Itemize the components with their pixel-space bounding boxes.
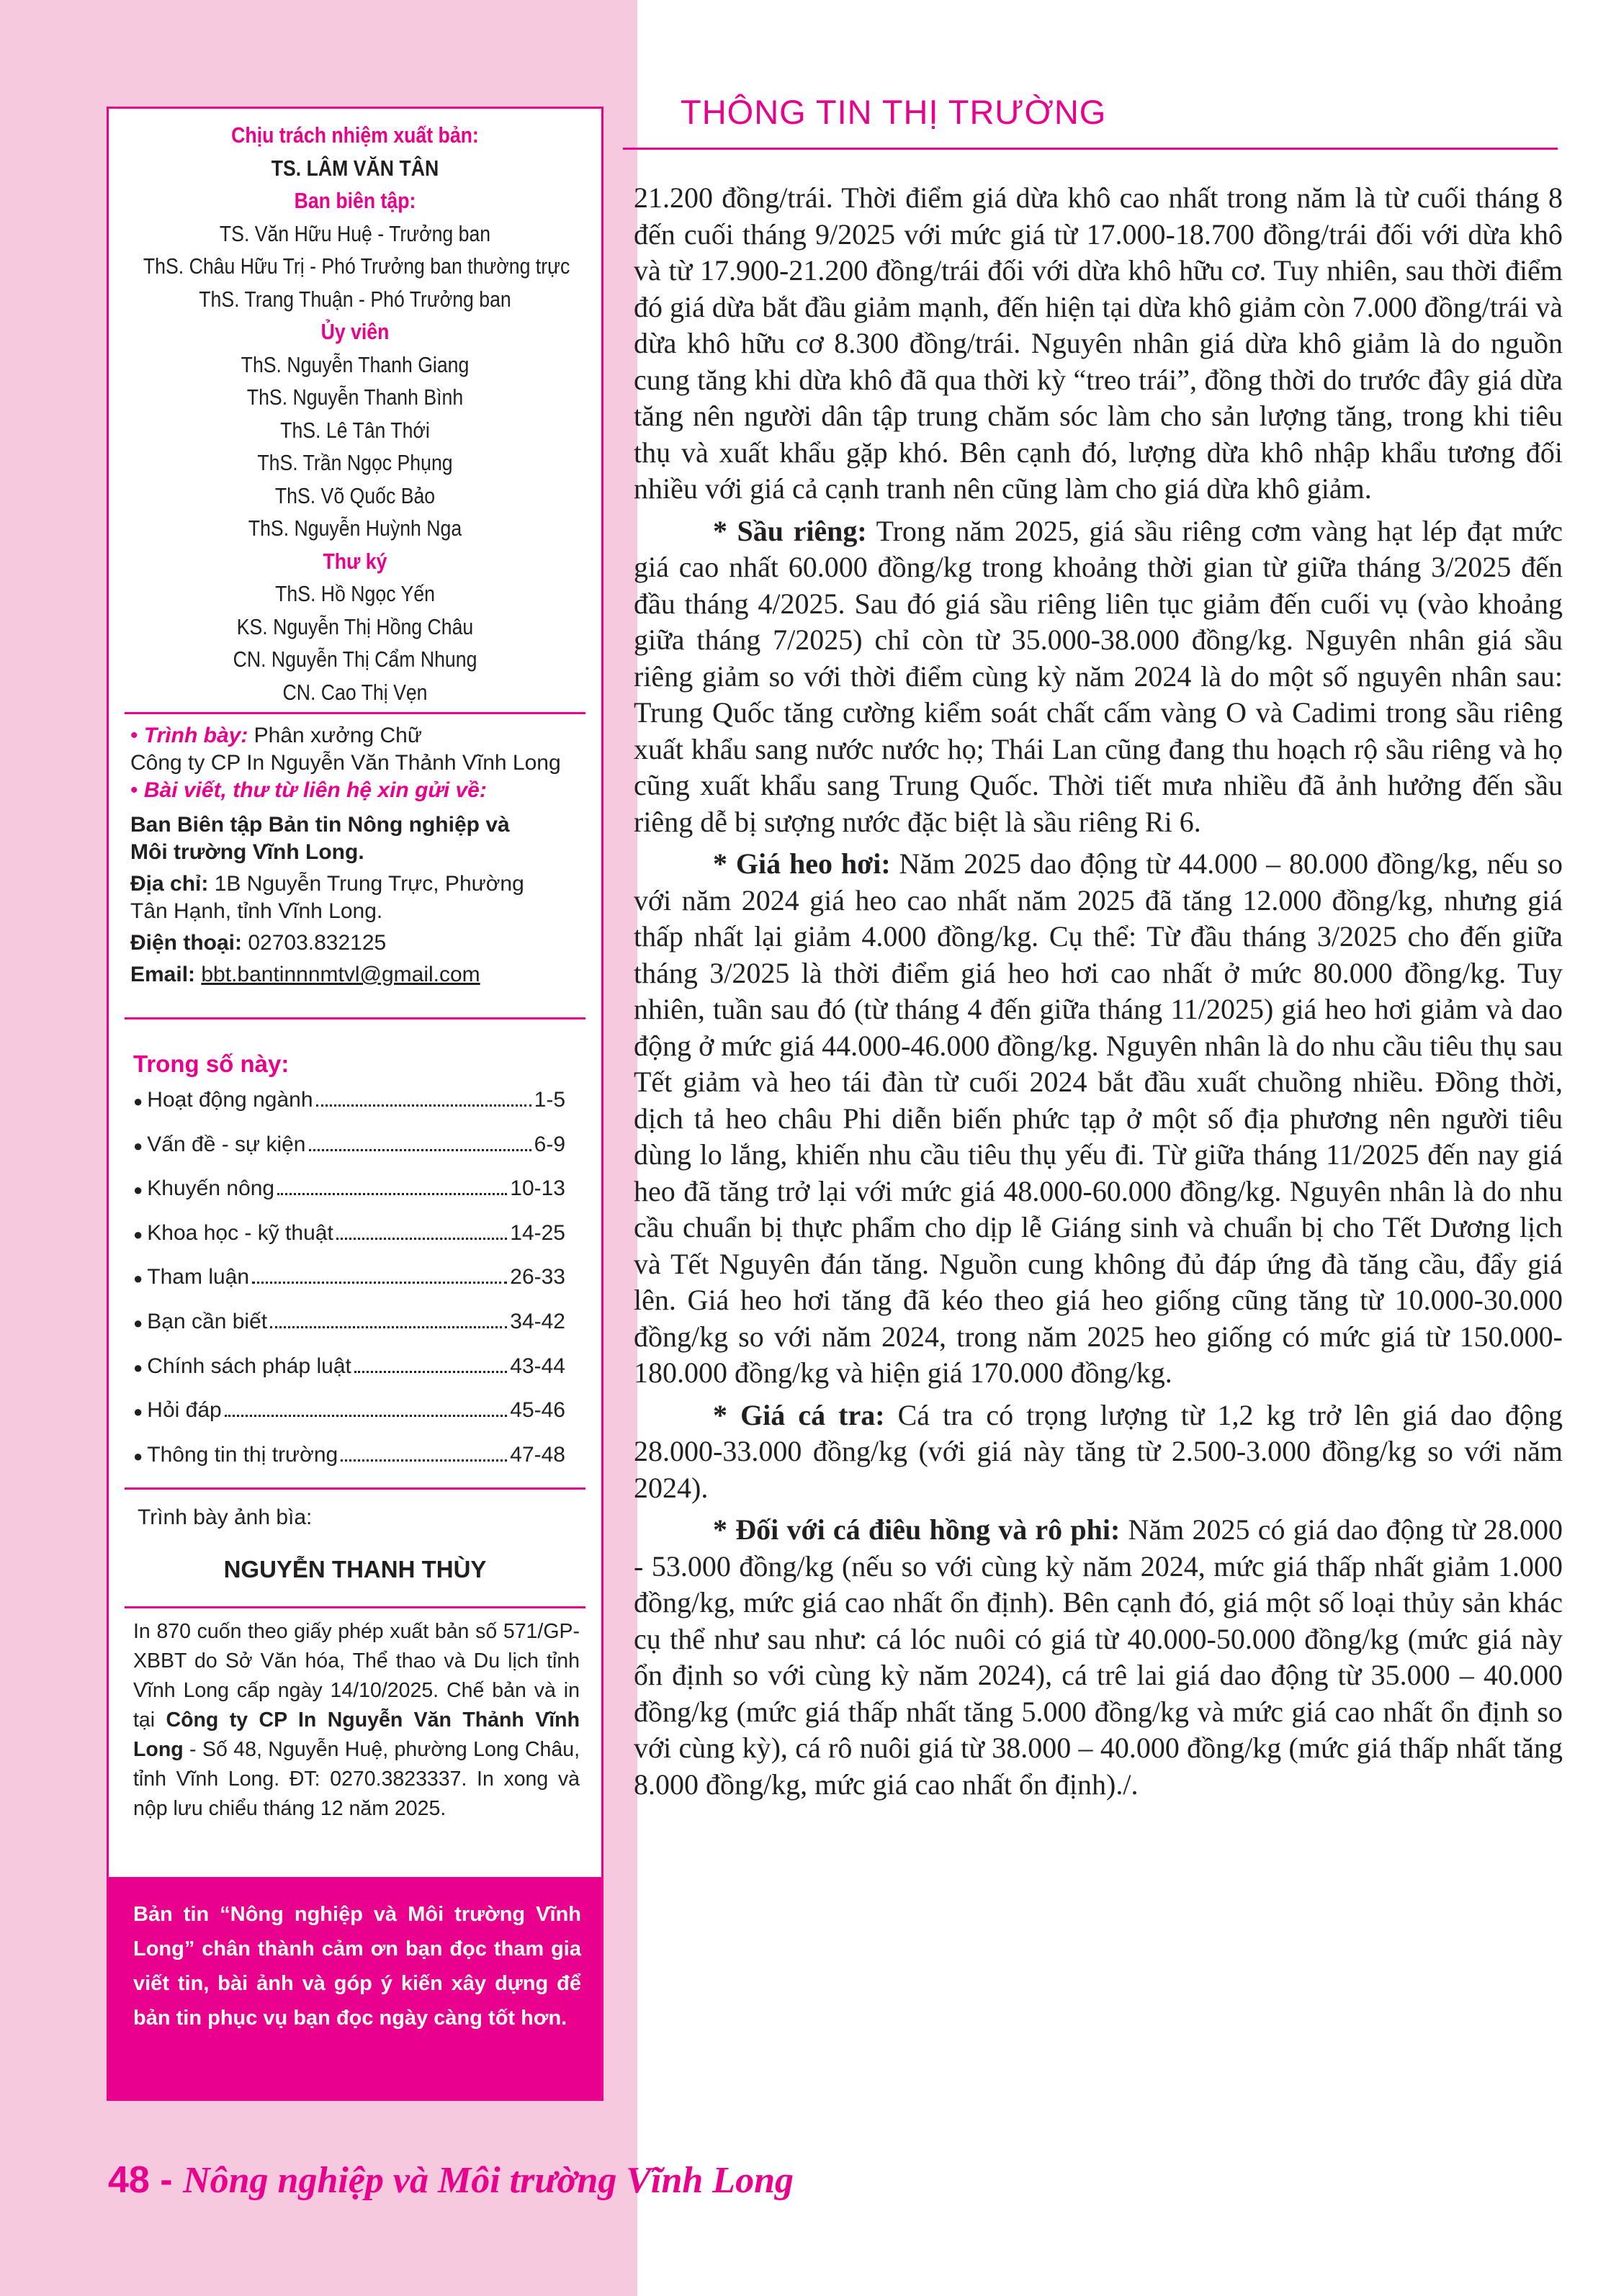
print-info-company: Công ty CP In Nguyễn Văn Thảnh Vĩnh Long <box>133 1709 580 1761</box>
divider <box>125 1606 585 1608</box>
masthead-line: ThS. Trần Ngọc Phụng <box>257 450 453 475</box>
paragraph-lead: * Sầu riêng: <box>713 514 867 547</box>
paragraph-text: 21.200 đồng/trái. Thời điểm giá dừa khô cao nhất trong năm là từ cuối tháng 8 đến cuối tháng 9/2025 với mức giá từ 17.000-18.700 đồng/trái đối với dừa khô và từ 17.900-21.200 đồng/trái đối với dừa khô hữu cơ. Tuy nhiên, sau thời điểm đó giá dừa bắt đầu giảm mạnh, đến hiện tại dừa khô giảm còn 7.000 đồng/trái và dừa khô hữu cơ 8.300 đồng/trái. Nguyên nhân giá dừa khô giảm là do nguồn cung tăng khi dừa khô đã qua thời kỳ “treo trái”, đồng thời do trước đây giá dừa tăng nên người dân tập trung chăm sóc làm cho sản lượng tăng, trong khi tiêu thụ và xuất khẩu gặp khó. Bên cạnh đó, lượng dừa khô nhập khẩu tương đối nhiều với giá cả cạnh tranh nên cũng làm cho giá dừa khô giảm. <box>634 181 1563 505</box>
toc-leader-dots <box>354 1371 507 1373</box>
bullet-icon: ● <box>133 1136 143 1155</box>
bullet-icon: ● <box>133 1313 143 1332</box>
bullet-icon: ● <box>133 1446 143 1465</box>
toc-item-label: Hoạt động ngành <box>147 1088 313 1112</box>
email-link[interactable]: bbt.bantinnnmtvl@gmail.com <box>201 963 480 986</box>
address-value: 1B Nguyễn Trung Trực, Phường <box>214 872 524 896</box>
phone-label: Điện thoại: <box>130 931 242 955</box>
toc-item-pages: 1-5 <box>534 1088 565 1112</box>
toc-item-label: Bạn cần biết <box>147 1309 268 1333</box>
table-of-contents <box>133 1088 565 1487</box>
masthead-line: Thư ký <box>323 548 387 574</box>
paragraph-text: Cá tra có trọng lượng từ 1,2 kg trở lên giá dao động 28.000-33.000 đồng/kg (với giá này tăng từ 2.500-3.000 đồng/kg so với năm 2024). <box>634 1398 1563 1504</box>
masthead-line: Ủy viên <box>320 319 390 344</box>
title-underline <box>623 148 1558 150</box>
masthead-line: CN. Nguyễn Thị Cẩm Nhung <box>233 647 477 672</box>
divider <box>125 712 585 714</box>
toc-item[interactable] <box>133 1398 565 1443</box>
toc-item-pages: 26-33 <box>510 1265 565 1289</box>
masthead-line: ThS. Hồ Ngọc Yến <box>275 581 435 606</box>
masthead-line: ThS. Trang Thuận - Phó Trưởng ban <box>199 286 511 312</box>
toc-item-label: Hỏi đáp <box>147 1398 222 1423</box>
toc-leader-dots <box>336 1238 507 1240</box>
toc-item[interactable] <box>133 1133 565 1177</box>
bullet-icon: ● <box>133 1181 143 1199</box>
toc-item-pages: 10-13 <box>510 1176 565 1201</box>
paragraph-lead: * Đối với cá điêu hồng và rô phi: <box>713 1513 1121 1546</box>
toc-leader-dots <box>316 1104 531 1107</box>
masthead-line: ThS. Nguyễn Thanh Giang <box>241 351 470 377</box>
toc-item-pages: 43-44 <box>510 1354 565 1378</box>
toc-item-label: Vấn đề - sự kiện <box>147 1132 306 1156</box>
toc-leader-dots <box>277 1193 507 1195</box>
toc-item[interactable] <box>133 1265 565 1310</box>
layout-value-line2: Công ty CP In Nguyễn Văn Thảnh Vĩnh Long <box>130 751 561 775</box>
article-paragraph <box>634 1397 1563 1507</box>
paragraph-lead: * Giá heo hơi: <box>713 847 891 880</box>
toc-item-label: Chính sách pháp luật <box>147 1354 351 1378</box>
toc-item-pages: 34-42 <box>510 1309 565 1333</box>
bullet-icon: ● <box>133 1225 143 1243</box>
masthead-line: ThS. Nguyễn Huỳnh Nga <box>248 516 462 541</box>
toc-leader-dots <box>225 1415 508 1417</box>
masthead-credits <box>109 119 601 708</box>
article-paragraph <box>634 180 1563 508</box>
toc-leader-dots <box>270 1326 507 1328</box>
toc-item-label: Thông tin thị trường <box>147 1442 338 1467</box>
bullet-icon: ● <box>133 1358 143 1377</box>
page-number: 48 - <box>108 2159 184 2201</box>
address-value-line2: Tân Hạnh, tỉnh Vĩnh Long. <box>130 899 383 923</box>
masthead-line: ThS. Lê Tân Thới <box>280 417 430 443</box>
toc-item[interactable] <box>133 1310 565 1354</box>
paragraph-text: Năm 2025 dao động từ 44.000 – 80.000 đồng/kg, nếu so với năm 2024 giá heo cao nhất năm 2025 đã tăng 12.000 đồng/kg, nhưng giá thấp nhất lại giảm 4.000 đồng/kg. Cụ thể: Từ đầu tháng 3/2025 cho đến giữa tháng 3/2025 là thời điểm giá heo hơi cao nhất ở mức 80.000 đồng/kg. Tuy nhiên, tuần sau đó (từ tháng 4 đến giữa tháng 11/2025) giá heo hơi giảm và dao động ở mức giá 44.000-46.000 đồng/kg. Nguyên nhân là do nhu cầu tiêu thụ sau Tết giảm và heo tái đàn từ cuối 2024 bắt đầu xuất chuồng nhiều. Đồng thời, dịch tả heo châu Phi diễn biến phức tạp ở một số địa phương nên người tiêu dùng lo lắng, khiến nhu cầu tiêu thụ yếu đi. Từ giữa tháng 11/2025 đến nay giá heo đã tăng trở lại với mức giá 48.000-60.000 đồng/kg. Nguyên nhân là do nhu cầu chuẩn bị thực phẩm cho dịp lễ Giáng sinh và chuẩn bị cho Tết Dương lịch và Tết Nguyên đán tăng. Nguồn cung không đủ đáp ứng đà tăng cầu, đẩy giá lên. Giá heo hơi tăng đã kéo theo giá heo giống cũng tăng từ 10.000-30.000 đồng/kg so với năm 2024, trong năm 2025 heo giống có mức giá từ 150.000-180.000 đồng/kg và hiện giá 170.000 đồng/kg. <box>634 847 1563 1389</box>
masthead-line: TS. Văn Hữu Huệ - Trưởng ban <box>219 220 491 246</box>
masthead-line: KS. Nguyễn Thị Hồng Châu <box>236 613 474 639</box>
divider <box>125 1487 585 1490</box>
contact-block: • Trình bày: Phân xưởng Chữ Công ty CP In Nguyễn Văn Thảnh Vĩnh Long • Bài viết, thư từ liên hệ xin gửi về: Ban Biên tập Bản tin Nông nghiệp và Môi trường Vĩnh Long. Địa chỉ: 1B Nguyễn Trung Trực, Phường Tân Hạnh, tỉnh Vĩnh Long. Điện thoại: 02703.832125 Email: bbt.bantinnnmtvl@gmail.com <box>130 722 591 989</box>
toc-item[interactable] <box>133 1221 565 1266</box>
page-footer <box>108 2158 794 2202</box>
toc-leader-dots <box>309 1149 531 1151</box>
article-body <box>634 180 1563 1809</box>
masthead-line: ThS. Nguyễn Thanh Bình <box>246 384 464 410</box>
masthead-line: TS. LÂM VĂN TÂN <box>271 155 439 181</box>
article-paragraph <box>634 846 1563 1392</box>
masthead-line: CN. Cao Thị Vẹn <box>282 679 428 705</box>
masthead-line: ThS. Võ Quốc Bảo <box>274 482 436 508</box>
toc-item-label: Khoa học - kỹ thuật <box>147 1220 333 1245</box>
bullet-icon: ● <box>133 1092 143 1110</box>
cover-designer-name: NGUYỄN THANH THÙY <box>223 1556 487 1583</box>
toc-item[interactable] <box>133 1176 565 1221</box>
toc-item[interactable] <box>133 1088 565 1133</box>
magazine-name: Nông nghiệp và Môi trường Vĩnh Long <box>183 2160 794 2201</box>
paragraph-lead: * Giá cá tra: <box>713 1398 885 1431</box>
email-label: Email: <box>130 963 196 986</box>
layout-label: Trình bày: <box>143 724 248 747</box>
toc-title: Trong số này: <box>133 1050 289 1077</box>
masthead-box <box>107 107 603 2101</box>
bullet-icon: ● <box>133 1403 143 1421</box>
layout-value: Phân xưởng Chữ <box>253 724 422 747</box>
thanks-note: Bản tin “Nông nghiệp và Môi trường Vĩnh Long” chân thành cảm ơn bạn đọc tham gia viết tin, bài ảnh và góp ý kiến xây dựng để bản tin phục vụ bạn đọc ngày càng tốt hơn. <box>109 1877 601 2099</box>
toc-item-label: Khuyến nông <box>147 1176 275 1201</box>
print-info <box>133 1617 580 1824</box>
toc-leader-dots <box>252 1282 507 1284</box>
send-label: Bài viết, thư từ liên hệ xin gửi về: <box>143 778 487 802</box>
org-line-2: Môi trường Vĩnh Long. <box>130 840 364 864</box>
toc-item[interactable] <box>133 1354 565 1399</box>
toc-item-pages: 14-25 <box>510 1220 565 1245</box>
paragraph-text: Trong năm 2025, giá sầu riêng cơm vàng hạt lép đạt mức giá cao nhất 60.000 đồng/kg trong khoảng thời gian từ giữa tháng 3/2025 đến đầu tháng 4/2025. Sau đó giá sầu riêng liên tục giảm đến cuối vụ (vào khoảng giữa tháng 7/2025) chỉ còn từ 35.000-38.000 đồng/kg. Nguyên nhân giá sầu riêng giảm so với thời điểm cùng kỳ năm 2024 là do một số nguyên nhân sau: Trung Quốc tăng cường kiểm soát chất cấm vàng O và Cadimi trong sầu riêng xuất khẩu sang nước nước họ; Thái Lan cũng đang thu hoạch rộ sầu riêng và họ cũng xuất khẩu sang Trung Quốc. Thời tiết mưa nhiều đã ảnh hưởng đến sầu riêng dễ bị sượng nước đặc biệt là sầu riêng Ri 6. <box>634 514 1563 838</box>
phone-value: 02703.832125 <box>248 931 387 955</box>
masthead-line: Chịu trách nhiệm xuất bản: <box>231 122 479 148</box>
article-paragraph <box>634 1512 1563 1803</box>
divider <box>125 1017 585 1019</box>
address-label: Địa chỉ: <box>130 872 209 896</box>
masthead-line: ThS. Châu Hữu Trị - Phó Trưởng ban thường trực <box>143 253 570 279</box>
org-line-1: Ban Biên tập Bản tin Nông nghiệp và <box>130 813 510 837</box>
toc-item[interactable] <box>133 1443 565 1487</box>
toc-item-label: Tham luận <box>147 1265 250 1289</box>
masthead-line: Ban biên tập: <box>294 188 416 213</box>
cover-label: Trình bày ảnh bìa: <box>138 1505 313 1529</box>
article-paragraph <box>634 513 1563 841</box>
toc-item-pages: 6-9 <box>534 1132 565 1156</box>
toc-item-pages: 45-46 <box>510 1398 565 1423</box>
section-title: THÔNG TIN THỊ TRƯỜNG <box>681 93 1107 131</box>
toc-item-pages: 47-48 <box>510 1442 565 1467</box>
paragraph-text: Năm 2025 có giá dao động từ 28.000 - 53.000 đồng/kg (nếu so với cùng kỳ năm 2024, mức giá thấp nhất giảm 1.000 đồng/kg, mức giá cao nhất ổn định). Bên cạnh đó, giá một số loại thủy sản khác cụ thể như sau như: cá lóc nuôi có giá từ 40.000-50.000 đồng/kg (mức giá này ổn định so với cùng kỳ năm 2024), cá trê lai giá dao động từ 35.000 – 40.000 đồng/kg (mức giá thấp nhất tăng 5.000 đồng/kg và mức giá cao nhất ổn định so với cùng kỳ), cá rô nuôi giá từ 38.000 – 40.000 đồng/kg (mức giá thấp nhất tăng 8.000 đồng/kg, mức giá cao nhất ổn định)./. <box>634 1513 1563 1801</box>
toc-leader-dots <box>341 1459 507 1462</box>
print-info-text-2: - Số 48, Nguyễn Huệ, phường Long Châu, tỉnh Vĩnh Long. ĐT: 0270.3823337. In xong và nộp lưu chiểu tháng 12 năm 2025. <box>133 1738 580 1820</box>
print-info-text: In 870 cuốn theo giấy phép xuất bản số 571/GP-XBBT do Sở Văn hóa, Thể thao và Du lịch tỉnh Vĩnh Long cấp ngày 14/10/2025. Chế bản và in tại <box>133 1620 580 1732</box>
bullet-icon: ● <box>133 1269 143 1288</box>
